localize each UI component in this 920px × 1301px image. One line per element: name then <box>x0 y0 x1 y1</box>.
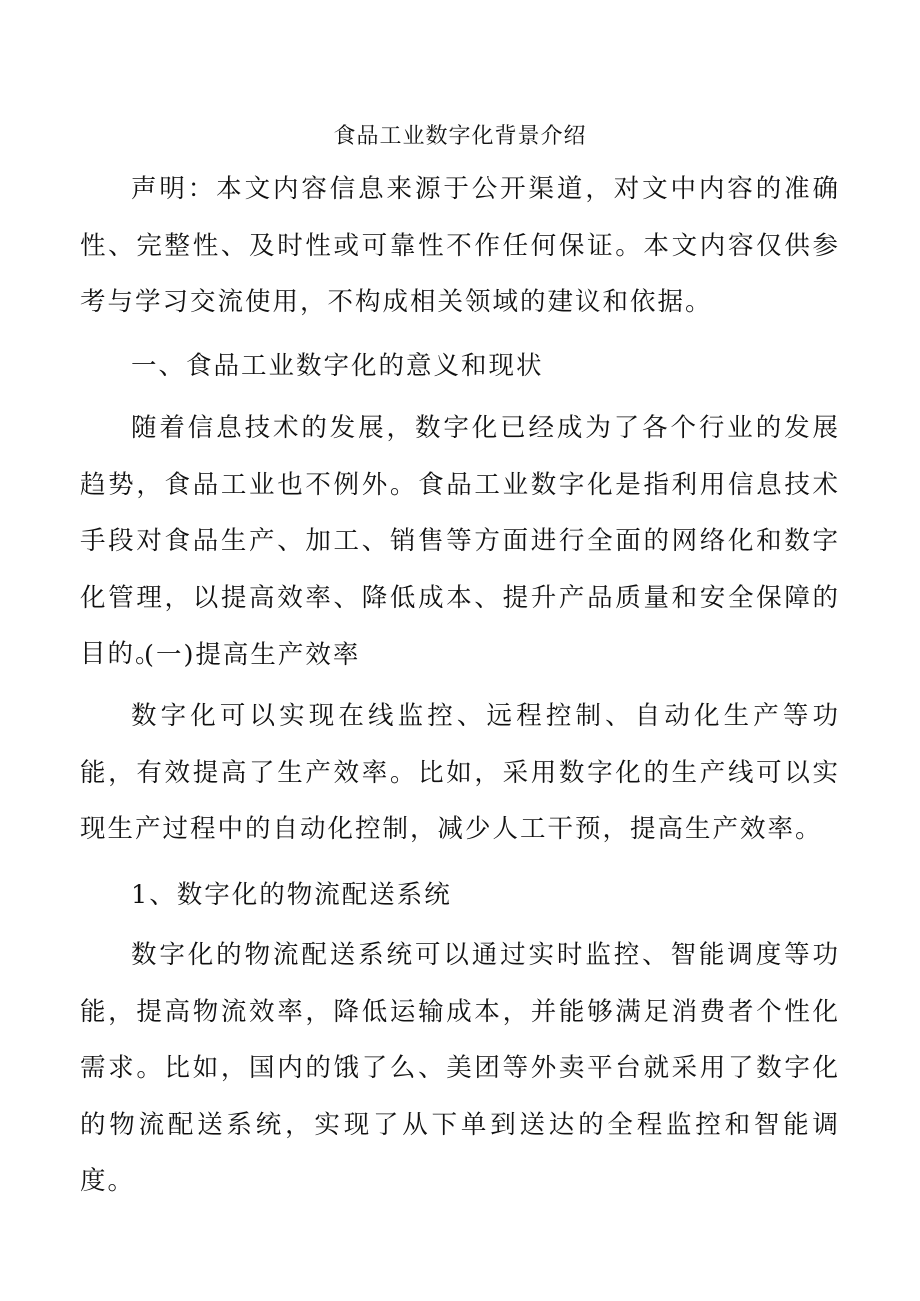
document-title: 食品工业数字化背景介绍 <box>333 124 587 149</box>
disclaimer-paragraph: 声明：本文内容信息来源于公开渠道，对文中内容的准确性、完整性、及时性或可靠性不作任何保证。本文内容仅供参考与学习交流使用，不构成相关领域的建议和依据。 <box>80 174 840 317</box>
subsection-paragraph: 数字化可以实现在线监控、远程控制、自动化生产等功能，有效提高了生产效率。比如，采用数字化的生产线可以实现生产过程中的自动化控制，减少人工干预，提高生产效率。 <box>80 701 840 844</box>
subsection-heading: (一)提高生产效率 <box>144 640 361 670</box>
item-paragraph: 数字化的物流配送系统可以通过实时监控、智能调度等功能，提高物流效率，降低运输成本，并能够满足消费者个性化需求。比如，国内的饿了么、美团等外卖平台就采用了数字化的物流配送系统，实现了从下单到送达的全程监控和智能调度。 <box>80 940 840 1196</box>
item-heading: 1、数字化的物流配送系统 <box>131 880 452 910</box>
section-heading: 一、食品工业数字化的意义和现状 <box>131 351 544 381</box>
section-paragraph: 随着信息技术的发展，数字化已经成为了各个行业的发展趋势，食品工业也不例外。食品工业数字化是指利用信息技术手段对食品生产、加工、销售等方面进行全面的网络化和数字化管理，以提高效率、降低成本、提升产品质量和安全保障的目的。 <box>80 413 840 669</box>
